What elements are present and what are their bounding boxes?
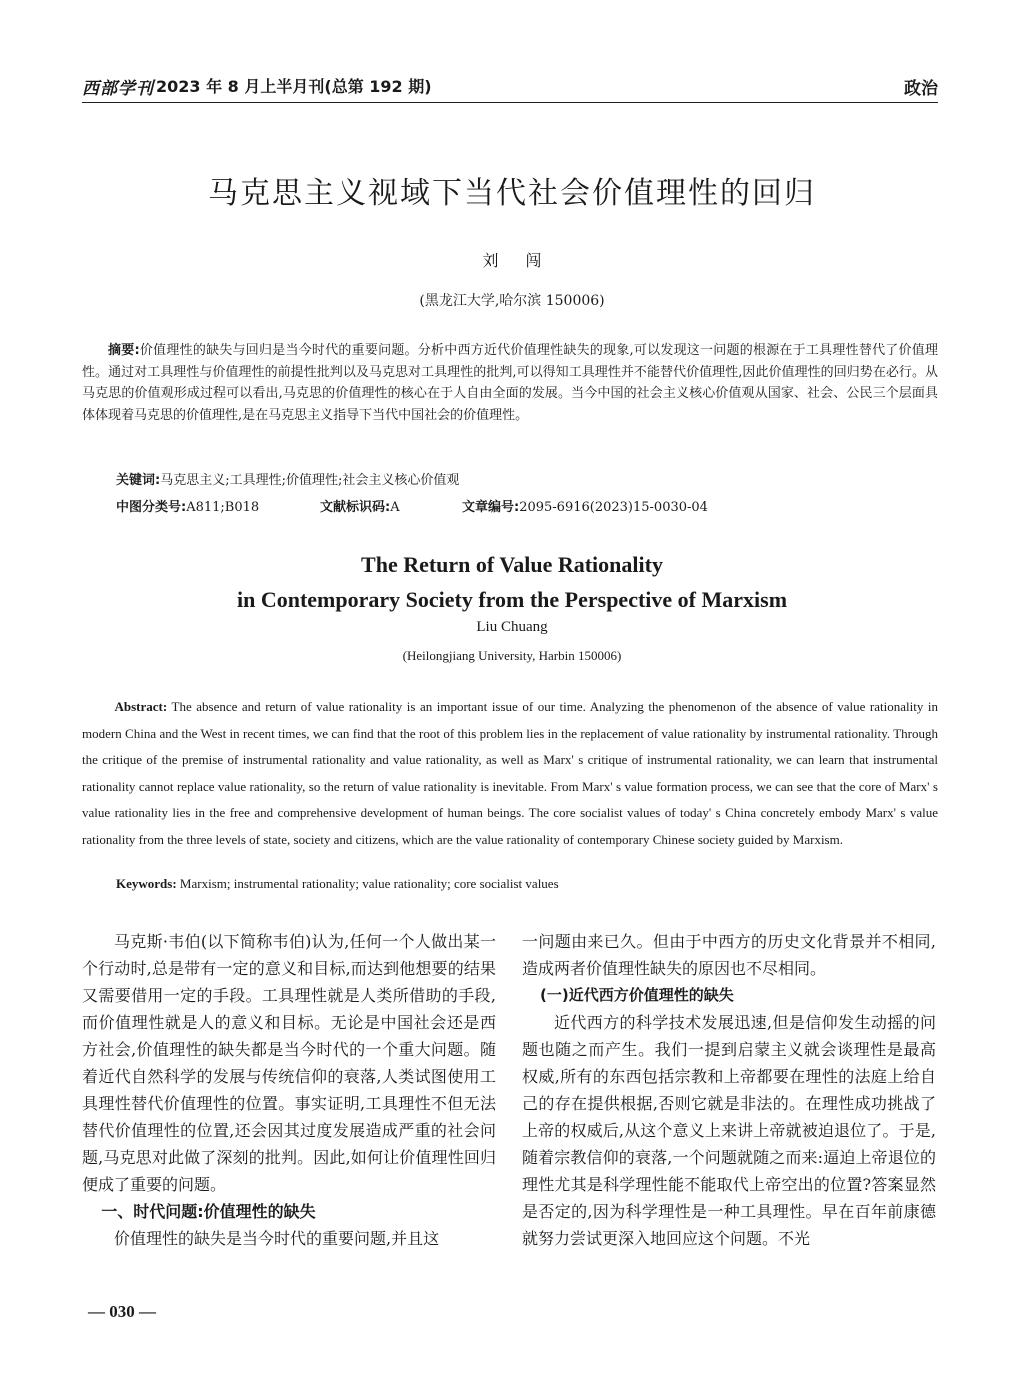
journal-logo: 西部学刊 [82,79,154,99]
chinese-author: 刘 闯 [482,251,542,270]
english-keywords-text: Marxism; instrumental rationality; value rationality; core socialist values [179,876,559,891]
chinese-affiliation: (黑龙江大学,哈尔滨 150006) [419,293,605,309]
english-abstract-label: Abstract: [114,699,168,714]
article-number-label: 文章编号: [462,500,520,515]
section-heading: 一、时代问题:价值理性的缺失 [101,1202,316,1221]
english-title-line-1: The Return of Value Rationality [361,552,663,577]
clc-label: 中图分类号: [116,500,187,515]
issue-info: 2023 年 8 月上半月刊(总第 192 期) [156,77,432,96]
clc-value: A811;B018 [186,500,260,515]
running-header [82,68,938,103]
document-code-value: A [390,500,400,515]
body-paragraph: 近代西方的科学技术发展迅速,但是信仰发生动摇的问题也随之而产生。我们一提到启蒙主义就会谈理性是最高权威,所有的东西包括宗教和上帝都要在理性的法庭上给自己的存在提供根据,否则它就是非法的。在理性成功挑战了上帝的权威后,从这个意义上来讲上帝就被迫退位了。于是,随着宗教信仰的衰落,一个问题就随之而来:逼迫上帝退位的理性尤其是科学理性能不能取代上帝空出的位置?答案显然是否定的,因为科学理性是一种工具理性。早在百年前康德就努力尝试更深入地回应这个问题。不光 [522,1013,936,1248]
english-keywords [116,876,936,892]
body-paragraph: 价值理性的缺失是当今时代的重要问题,并且这 [114,1229,440,1248]
body-paragraph: 马克斯·韦伯(以下简称韦伯)认为,任何一个人做出某一个行动时,总是带有一定的意义和目标,而达到他想要的结果又需要借用一定的手段。工具理性就是人类所借助的手段,而价值理性就是人的意义和目标。无论是中国社会还是西方社会,价值理性的缺失都是当今时代的一个重大问题。随着近代自然科学的发展与传统信仰的衰落,人类试图使用工具理性替代价值理性的位置。事实证明,工具理性不但无法替代价值理性的位置,还会因其过度发展造成严重的社会问题,马克思对此做了深刻的批判。因此,如何让价值理性回归便成了重要的问题。 [82,932,496,1194]
english-abstract-text: The absence and return of value rationality is an important issue of our time. Analyzing the phenomenon of the absence of value rationality in modern China and the West in recent times, we can find that the root of this problem lies in the replacement of value rationality by instrumental rationality. Through the critique of the premise of instrumental rationality and value rationality, as well as Marx' s critique of instrumental rationality, we can learn that instrumental rationality cannot replace value rationality, so the return of value rationality is inevitable. From Marx' s value formation process, we can see that the core of Marx' s value rationality lies in the free and comprehensive development of human beings. The core socialist values of today' s China concretely embody Marx' s value rationality from the three levels of state, society and citizens, which are the value rationality of contemporary Chinese society guided by Marxism. [82,699,938,847]
english-title [0,547,1024,617]
chinese-abstract [82,340,938,426]
subsection-heading: (一)近代西方价值理性的缺失 [540,986,734,1004]
body-column-left [82,928,496,1252]
chinese-keywords [116,469,936,488]
page-number: — 030 — [88,1302,156,1321]
english-affiliation: (Heilongjiang University, Harbin 150006) [402,648,622,663]
english-author: Liu Chuang [476,619,548,635]
clc-number [116,496,259,515]
body-paragraph: 一问题由来已久。但由于中西方的历史文化背景并不相同,造成两者价值理性缺失的原因也不尽相同。 [522,932,936,978]
english-abstract [82,694,938,853]
section-name: 政治 [904,79,938,99]
body-column-right [522,928,936,1252]
article-number [462,496,708,515]
chinese-abstract-text: 价值理性的缺失与回归是当今时代的重要问题。分析中西方近代价值理性缺失的现象,可以发现这一问题的根源在于工具理性替代了价值理性。通过对工具理性与价值理性的前提性批判以及马克思对工具理性的批判,可以得知工具理性并不能替代价值理性,因此价值理性的回归势在必行。从马克思的价值观形成过程可以看出,马克思的价值理性的核心在于人自由全面的发展。当今中国的社会主义核心价值观从国家、社会、公民三个层面具体体现着马克思的价值理性,是在马克思主义指导下当代中国社会的价值理性。 [82,343,938,423]
chinese-keywords-text: 马克思主义;工具理性;价值理性;社会主义核心价值观 [160,473,460,488]
chinese-keywords-label: 关键词: [116,473,161,488]
document-code-label: 文献标识码: [320,500,391,515]
english-keywords-label: Keywords: [116,876,177,891]
chinese-title: 马克思主义视域下当代社会价值理性的回归 [208,176,816,211]
english-title-line-2: in Contemporary Society from the Perspective of Marxism [236,587,788,612]
article-number-value: 2095-6916(2023)15-0030-04 [519,500,708,515]
document-code [320,496,400,515]
chinese-abstract-label: 摘要: [108,343,140,358]
